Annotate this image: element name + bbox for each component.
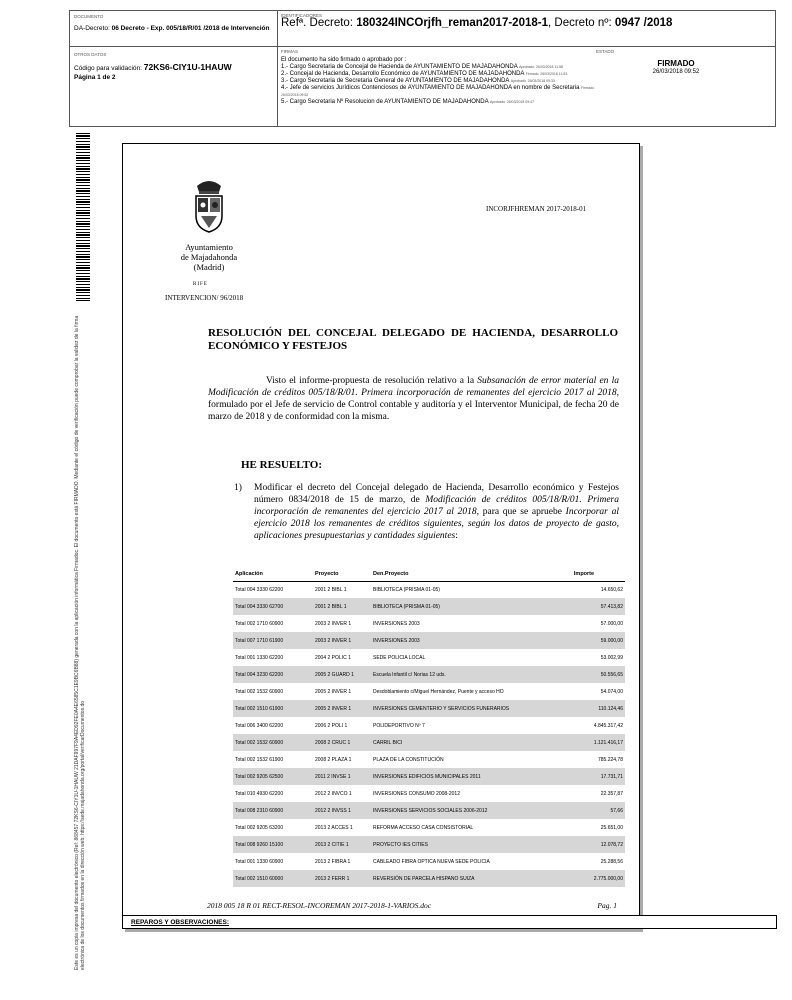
cell-den-proyecto: BIBLIOTECA (PRISMA 01-05) <box>373 586 440 593</box>
cell-importe: 57,66 <box>543 802 625 819</box>
table-row <box>233 649 625 666</box>
cell-proyecto: 2008 2 PLAZA 1 <box>315 756 352 763</box>
cell-proyecto: 2013 2 FERR 1 <box>313 870 371 887</box>
cell-importe: 22.357,87 <box>600 790 623 797</box>
cell-den-proyecto: INVERSIONES CEMENTERIO Y SERVICIOS FUNERARIOS <box>371 700 543 717</box>
intervencion-ref: INTERVENCION/ 96/2018 <box>165 294 244 302</box>
reparos-section: REPAROS Y OBSERVACIONES: <box>122 915 777 929</box>
cell-proyecto: 2004 2 POLIC 1 <box>315 654 351 661</box>
cell-proyecto: 2012 2 INVSS 1 <box>313 802 371 819</box>
cell-aplicacion: Total 001 1330 60900 <box>235 858 284 865</box>
cell-den-proyecto: SEDE POLICIA LOCAL <box>373 654 426 661</box>
col-proyecto: Proyecto <box>313 567 371 581</box>
cell-proyecto: 2003 2 INVER 1 <box>313 632 371 649</box>
identificadores-caption: IDENTIFICADORES <box>281 13 323 18</box>
page-count: Página 1 de 2 <box>74 74 116 81</box>
col-den-proyecto: Den.Proyecto <box>371 567 543 581</box>
cell-den-proyecto: INVERSIONES CONSUMO 2008-2012 <box>373 790 460 797</box>
documento-caption: DOCUMENTO <box>74 14 104 19</box>
table-row <box>233 632 625 649</box>
cell-den-proyecto: CABLEADO FIBRA OPTICA NUEVA SEDE POLICIA <box>373 858 490 865</box>
table-row <box>233 683 625 700</box>
cell-importe: 59.000,00 <box>543 632 625 649</box>
table-row <box>233 819 625 836</box>
signer-entry: 1.- Cargo Secretaria de Concejal de Hacienda de AYUNTAMIENTO DE MAJADAHONDA Aprobado 26/03/2018 11:58 <box>281 64 563 70</box>
cell-proyecto: 2003 2 INVER 1 <box>315 620 352 627</box>
table-row <box>233 598 625 615</box>
table-row <box>233 734 625 751</box>
table-row <box>233 802 625 819</box>
cell-aplicacion: Total 008 2310 60900 <box>233 802 313 819</box>
table-row <box>233 717 625 734</box>
cell-aplicacion: Total 004 3230 62200 <box>233 666 313 683</box>
table-row <box>233 853 625 870</box>
cell-importe: 50.556,65 <box>543 666 625 683</box>
cell-importe: 110.124,46 <box>543 700 625 717</box>
cell-aplicacion: Total 002 1710 60900 <box>235 620 284 627</box>
cell-aplicacion: Total 006 3400 62200 <box>235 722 284 729</box>
cell-importe: 14.650,62 <box>600 586 623 593</box>
status-value: FIRMADO <box>657 59 695 68</box>
cell-proyecto: 2001 2 BIBL 1 <box>315 586 347 593</box>
decree-reference: Refª. Decreto: 180324INCOrjfh_reman2017-2018-1, Decreto nº: 0947 /2018 <box>281 17 673 29</box>
table-row <box>233 751 625 768</box>
col-importe: Importe <box>543 567 625 581</box>
coat-of-arms-icon <box>189 176 229 234</box>
cell-proyecto: 2001 2 BIBL 1 <box>313 598 371 615</box>
documento-value: DA-Decreto: 06 Decreto - Exp. 005/18/R/01 /2018 de Intervención <box>74 25 270 32</box>
otros-datos-caption: OTROS DATOS <box>74 52 107 57</box>
cell-aplicacion: Total 001 1330 62200 <box>235 654 284 661</box>
footer-page-number: Pag. 1 <box>597 901 617 910</box>
cell-aplicacion: Total 004 3330 62200 <box>235 586 284 593</box>
cell-aplicacion: Total 002 9205 63200 <box>235 824 284 831</box>
cell-importe: 17.731,71 <box>543 768 625 785</box>
signers-list <box>281 57 611 106</box>
cell-den-proyecto: CARRIL BICI <box>371 734 543 751</box>
cell-importe: 12.078,72 <box>543 836 625 853</box>
resolution-title: RESOLUCIÓN DEL CONCEJAL DELEGADO DE HACIENDA, DESARROLLO ECONÓMICO Y FESTEJOS <box>208 327 618 352</box>
signature-header <box>69 10 776 127</box>
intro-paragraph: Visto el informe-propuesta de resolución relativo a la Subsanación de error material en la Modificación de créditos 005/18/R/01. Primera incorporación de remanentes del ejercicio 2017 al 2018, formulado por el Jefe de servicio de Control contable y auditoría y el Interventor Municipal, de fecha 20 de marzo de 2018 y de conformidad con la misma. <box>208 376 620 422</box>
cell-proyecto: 2005 2 INVER 1 <box>315 688 352 695</box>
cell-den-proyecto: PLAZA DE LA CONSTITUCIÓN <box>373 756 444 763</box>
cell-aplicacion: Total 008 9260 15100 <box>233 836 313 853</box>
table-row <box>233 836 625 853</box>
firmas-intro: El documento ha sido firmado o aprobado por : <box>281 57 407 63</box>
cell-importe: 785.224,78 <box>597 756 623 763</box>
cell-importe: 4.845.317,42 <box>593 722 623 729</box>
cell-proyecto: 2013 2 CITIE 1 <box>313 836 371 853</box>
table-row <box>233 615 625 632</box>
page-footer <box>207 901 617 910</box>
cell-importe: 2.775.000,00 <box>543 870 625 887</box>
credits-table <box>233 567 625 887</box>
validation-code[interactable]: Código para validación: 72KS6-CIY1U-1HAUW <box>74 62 232 72</box>
cell-den-proyecto: REVERSIÓN DE PARCELA HISPANO SUIZA <box>371 870 543 887</box>
status-date: 26/03/2018 09:52 <box>652 69 700 75</box>
cell-aplicacion: Total 007 1710 61900 <box>233 632 313 649</box>
cell-importe: 25.288,56 <box>600 858 623 865</box>
cell-importe: 54.074,00 <box>600 688 623 695</box>
signer-entry: 3.- Cargo Secretaria de Secretaria General de AYUNTAMIENTO DE MAJADAHONDA Aprobado 26/03/2018 09:33 <box>281 78 555 84</box>
signer-entry: 2.- Concejal de Hacienda, Desarrollo Económico de AYUNTAMIENTO DE MAJADAHONDA Firmado 26/03/2018 11:53 <box>281 71 568 77</box>
cell-aplicacion: Total 010 4930 62200 <box>235 790 284 797</box>
cell-importe: 57.413,82 <box>543 598 625 615</box>
cell-den-proyecto: BIBLIOTECA (PRISMA 01-05) <box>371 598 543 615</box>
signer-entry: 5.- Cargo Secretaria Nº Resolucion de AYUNTAMIENTO DE MAJADAHONDA Aprobado 26/03/2018 09:47 <box>281 99 535 105</box>
cell-importe: 53.002,99 <box>600 654 623 661</box>
cell-proyecto: 2006 2 POLI 1 <box>315 722 348 729</box>
cell-den-proyecto: INVERSIONES 2003 <box>373 620 420 627</box>
cell-importe: 1.121.416,17 <box>543 734 625 751</box>
table-row <box>233 870 625 887</box>
ayuntamiento-heading: Ayuntamiento de Majadahonda (Madrid) <box>180 242 238 272</box>
cell-den-proyecto: INVERSIONES SERVICIOS SOCIALES 2006-2012 <box>371 802 543 819</box>
cell-importe: 57.000,00 <box>600 620 623 627</box>
cell-proyecto: 2013 2 ACCES 1 <box>315 824 353 831</box>
cell-aplicacion: Total 002 1532 60900 <box>233 734 313 751</box>
cell-proyecto: 2008 2 CRUC 1 <box>313 734 371 751</box>
cell-aplicacion: Total 004 3330 62700 <box>233 598 313 615</box>
cell-importe: 25.651,00 <box>600 824 623 831</box>
cell-aplicacion: Total 002 1510 60000 <box>233 870 313 887</box>
table-row <box>233 768 625 785</box>
he-resuelto-heading: HE RESUELTO: <box>241 459 323 471</box>
table-row <box>233 700 625 717</box>
cell-den-proyecto: Escuela Infantil c/ Norias 12 uds. <box>371 666 543 683</box>
cell-den-proyecto: INVERSIONES 2003 <box>371 632 543 649</box>
cell-aplicacion: Total 002 1532 60900 <box>235 688 284 695</box>
status-badge <box>626 59 726 75</box>
col-aplicacion: Aplicación <box>233 567 313 581</box>
rfe-label: RIFE <box>193 282 208 287</box>
cell-aplicacion: Total 002 1532 61900 <box>235 756 284 763</box>
cell-den-proyecto: POLIDEPORTIVO Nº 7 <box>373 722 425 729</box>
table-row <box>233 666 625 683</box>
cell-proyecto: 2013 2 FIBRA 1 <box>315 858 351 865</box>
cell-proyecto: 2005 2 GUARD 1 <box>313 666 371 683</box>
cell-den-proyecto: PROYECTO IES CITIES <box>371 836 543 853</box>
signer-entry: 4.- Jefe de servicios Jurídicos Contenciosos de AYUNTAMIENTO DE MAJADAHONDA en nombre de Secretaria Firmado 26/03/2018 09:52 <box>281 85 594 97</box>
firmas-caption: FIRMAS <box>281 49 299 54</box>
cell-proyecto: 2011 2 INVSE 1 <box>313 768 371 785</box>
cell-aplicacion: Total 002 1510 61900 <box>233 700 313 717</box>
footer-filename: 2018 005 18 R 01 RECT-RESOL-INCOREMAN 2017-2018-1-VARIOS.doc <box>207 901 432 910</box>
table-header-row <box>233 567 625 581</box>
verification-side-text: Este es un copia impresa del documento electrónico (Ref: 868457 72KS6-CIY1U-1HAUW 21DAF997F9A4ED92FE0A4E6585C1E9BC6B88) generada con la aplicación informática Firmadoc. El documento está FIRMADO. Mediante el código de verificación puede comprobar la validez de la firma electrónica de los documentos firmados en la dirección web: https://sede.majadahonda.org/portal/verificarDocumentos.do <box>74 315 86 970</box>
document-code: INCORJFHREMAN 2017-2018-01 <box>486 205 587 213</box>
cell-proyecto: 2012 2 INVCO 1 <box>315 790 352 797</box>
cell-den-proyecto: Desdoblamiento c/Miguel Hernández, Puente y acceso HO <box>373 688 504 695</box>
estado-caption: ESTADO <box>596 49 615 54</box>
table-row <box>233 581 625 598</box>
cell-proyecto: 2005 2 INVER 1 <box>313 700 371 717</box>
table-row <box>233 785 625 802</box>
cell-den-proyecto: INVERSIONES EDIFICIOS MUNICIPALES 2011 <box>371 768 543 785</box>
cell-den-proyecto: REFORMA ACCESO CASA CONSISTORIAL <box>373 824 474 831</box>
cell-aplicacion: Total 002 9205 62500 <box>233 768 313 785</box>
barcode-graphic <box>76 133 90 301</box>
